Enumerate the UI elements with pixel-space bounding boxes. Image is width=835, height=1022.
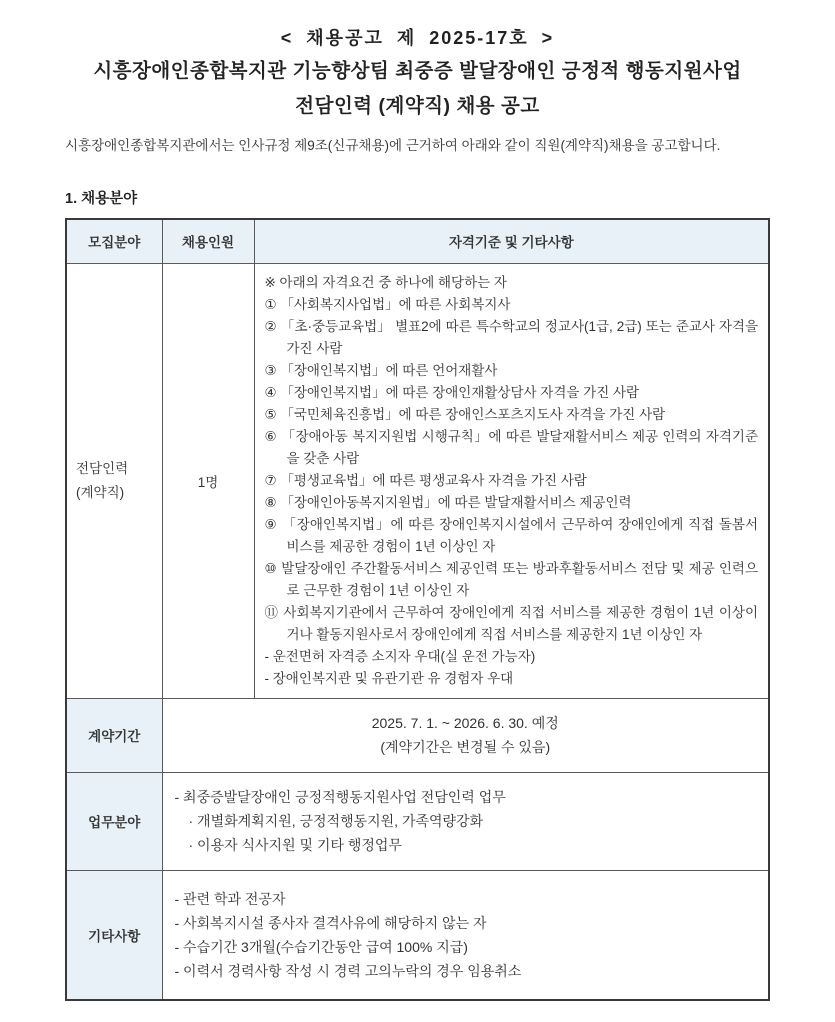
contract-period-value — [162, 698, 769, 772]
etc-value — [162, 870, 769, 1000]
etc-line: - 사회복지시설 종사자 결격사유에 해당하지 않는 자 — [174, 914, 487, 931]
header-headcount: 채용인원 — [162, 219, 254, 263]
qual-item: ⑩ 발달장애인 주간활동서비스 제공인력 또는 방과후활동서비스 전담 및 제공 인력으로 근무한 경험이 1년 이상인 자 — [264, 560, 758, 598]
section-heading-recruit-field: 1. 채용분야 — [65, 191, 138, 207]
etc-label: 기타사항 — [66, 870, 162, 1000]
recruitment-table — [65, 218, 770, 1001]
qual-item: ④ 「장애인복지법」에 따른 장애인재활상담사 자격을 가진 사람 — [264, 384, 640, 400]
qual-item: ※ 아래의 자격요건 중 하나에 해당하는 자 — [264, 274, 507, 290]
field-name-line2: (계약직) — [76, 484, 125, 500]
etc-line: - 이력서 경력사항 작성 시 경력 고의누락의 경우 임용취소 — [174, 962, 522, 979]
duty-line: - 최중증발달장애인 긍정적행동지원사업 전담인력 업무 — [174, 789, 506, 805]
qual-item: ⑪ 사회복지기관에서 근무하여 장애인에게 직접 서비스를 제공한 경험이 1년 이상이거나 활동지원사로서 장애인에게 직접 서비스를 제공한지 1년 이상인 자 — [264, 604, 758, 642]
field-name-line1: 전담인력 — [76, 460, 129, 476]
qual-item: ⑦ 「평생교육법」에 따른 평생교육사 자격을 가진 사람 — [264, 472, 587, 488]
qual-item: ⑨ 「장애인복지법」에 따른 장애인복지시설에서 근무하여 장애인에게 직접 돌봄서비스를 제공한 경험이 1년 이상인 자 — [264, 516, 758, 554]
qual-item: - 장애인복지관 및 유관기관 유 경험자 우대 — [264, 670, 514, 686]
field-name-cell — [66, 263, 162, 698]
qual-item: ② 「초·중등교육법」 별표2에 따른 특수학교의 정교사(1급, 2급) 또는 준교사 자격을 가진 사람 — [264, 318, 758, 356]
etc-line: - 수습기간 3개월(수습기간동안 급여 100% 지급) — [174, 938, 468, 955]
qual-item: ⑥ 「장애아동 복지지원법 시행규칙」에 따른 발달재활서비스 제공 인력의 자격기준을 갖춘 사람 — [264, 428, 758, 466]
duty-line: · 이용자 식사지원 및 기타 행정업무 — [188, 837, 402, 853]
etc-line: - 관련 학과 전공자 — [174, 890, 286, 907]
notice-number: < 채용공고 제 2025-17호 > — [280, 28, 555, 48]
etc-row — [66, 870, 769, 1000]
contract-period-dates: 2025. 7. 1. ~ 2026. 6. 30. 예정 — [371, 715, 559, 731]
intro-paragraph: 시흥장애인종합복지관에서는 인사규정 제9조(신규채용)에 근거하여 아래와 같이 직원(계약직)채용을 공고합니다. — [65, 138, 721, 153]
table-header-row — [66, 219, 769, 263]
header-recruit-field: 모집분야 — [66, 219, 162, 263]
headcount-cell: 1명 — [162, 263, 254, 698]
duty-value — [162, 772, 769, 870]
header-qualifications: 자격기준 및 기타사항 — [254, 219, 769, 263]
duty-row — [66, 772, 769, 870]
contract-period-label: 계약기간 — [66, 698, 162, 772]
qualifications-cell — [254, 263, 769, 698]
qual-item: ③ 「장애인복지법」에 따른 언어재활사 — [264, 362, 498, 378]
position-row — [66, 263, 769, 698]
contract-period-note: (계약기간은 변경될 수 있음) — [380, 739, 551, 755]
document-title-line2: 전담인력 (계약직) 채용 공고 — [295, 95, 540, 117]
qual-item: ⑤ 「국민체육진흥법」에 따른 장애인스포츠지도사 자격을 가진 사람 — [264, 406, 666, 422]
duty-line: · 개별화계획지원, 긍정적행동지원, 가족역량강화 — [188, 813, 484, 829]
qual-item: ⑧ 「장애인아동복지지원법」에 따른 발달재활서비스 제공인력 — [264, 494, 632, 510]
qual-item: ① 「사회복지사업법」에 따른 사회복지사 — [264, 296, 511, 312]
duty-label: 업무분야 — [66, 772, 162, 870]
document-title-line1: 시흥장애인종합복지관 기능향상팀 최중증 발달장애인 긍정적 행동지원사업 — [93, 60, 742, 82]
contract-period-row — [66, 698, 769, 772]
qual-item: - 운전면허 자격증 소지자 우대(실 운전 가능자) — [264, 648, 536, 664]
